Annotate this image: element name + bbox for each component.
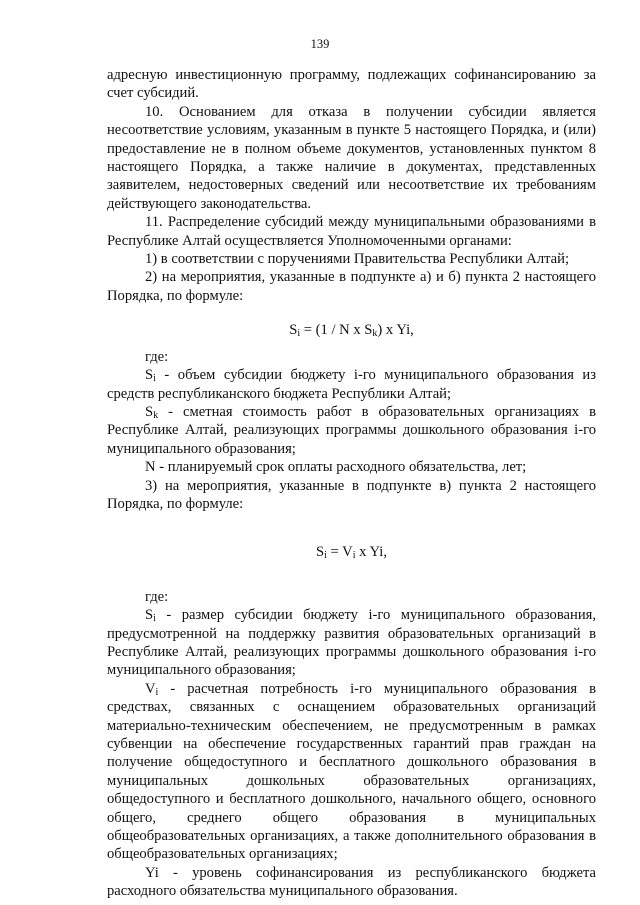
page-number: 139 bbox=[310, 37, 330, 51]
formula-1-middle: = (1 / N x S bbox=[300, 322, 373, 339]
where-label-2: где: bbox=[145, 588, 169, 605]
formula-1-rhs: ) x Yi, bbox=[377, 322, 414, 339]
definition-si-text: - объем субсидии бюджету i-го муниципального образования из средств республиканского бюджета Республики Алтай; bbox=[107, 367, 596, 402]
definition-si-2-text: - размер субсидии бюджету i-го муниципального образования, предусмотренной на поддержку развития образовательных организаций в Республике Алтай, реализующих программы дошкольного образования i-го муниципального образования; bbox=[107, 607, 596, 679]
formula-1-lhs-subscript: i bbox=[297, 328, 301, 340]
paragraph-11: 11. Распределение субсидий между муниципальными образованиями в Республике Алтай осуществляется Уполномоченными органами: bbox=[107, 214, 596, 249]
formula-2 bbox=[107, 543, 596, 561]
definition-n: N - планируемый срок оплаты расходного обязательства, лет; bbox=[145, 459, 527, 476]
where-label-1: где: bbox=[145, 348, 169, 365]
paragraph-10: 10. Основанием для отказа в получении субсидии является несоответствие условиям, указанным в пункте 5 настоящего Порядка, и (или) предоставление не в полном объеме документов, установленных пунктом 8 настоящего Порядка, а также наличие в документах, представленных заявителем, недостоверных сведений или несоответствие их требованиям действующего законодательства. bbox=[107, 103, 596, 212]
symbol-s: S bbox=[145, 403, 154, 420]
definition-vi bbox=[107, 680, 596, 864]
formula-2-lhs: S bbox=[316, 544, 325, 561]
symbol-subscript-i: i bbox=[153, 373, 156, 385]
formula-1-lhs: S bbox=[289, 322, 298, 339]
definition-yi: Yi - уровень софинансирования из республиканского бюджета расходного обязательства муниципального образования. bbox=[107, 864, 596, 900]
formula-2-lhs-subscript: i bbox=[324, 550, 327, 562]
symbol-v: V bbox=[145, 680, 156, 697]
formula-2-rhs: x Yi, bbox=[355, 544, 387, 561]
definition-si bbox=[107, 366, 596, 403]
symbol-s: S bbox=[145, 607, 154, 624]
symbol-subscript-i: i bbox=[153, 613, 156, 625]
formula-2-middle: = V bbox=[326, 544, 353, 561]
formula-1-middle-subscript: k bbox=[372, 328, 378, 340]
document-body bbox=[107, 66, 596, 901]
list-item-3: 3) на мероприятия, указанные в подпункте в) пункта 2 настоящего Порядка, по формуле: bbox=[107, 477, 596, 512]
definition-vi-text: - расчетная потребность i-го муниципального образования в средствах, связанных с оснащением образовательных организаций материально-техническим обеспечением, не предусмотренным в рамках субвенции на обеспечение государственных гарантий прав граждан на получение общедоступного и бесплатного дошкольного образования в муниципальных дошкольных образовательных организациях, общедоступного и бесплатного дошкольного, начального общего, основного общего, среднего общего образования в муниципальных общеобразовательных организациях, а также дополнительного образования в общеобразовательных организациях; bbox=[107, 680, 596, 863]
symbol-subscript-i: i bbox=[155, 686, 159, 698]
formula-1 bbox=[107, 321, 596, 339]
definition-sk-text: - сметная стоимость работ в образовательных организациях в Республике Алтай, реализующих программы дошкольного образования i-го муниципального образования; bbox=[107, 403, 596, 457]
symbol-s: S bbox=[145, 367, 154, 384]
formula-2-middle-subscript: i bbox=[352, 550, 356, 562]
definition-sk bbox=[107, 403, 596, 458]
definition-si-2 bbox=[107, 606, 596, 680]
paragraph-continuation: адресную инвестиционную программу, подлежащих софинансированию за счет субсидий. bbox=[107, 67, 596, 102]
list-item-2: 2) на мероприятия, указанные в подпункте а) и б) пункта 2 настоящего Порядка, по формуле: bbox=[107, 269, 596, 304]
list-item-1: 1) в соответствии с поручениями Правительства Республики Алтай; bbox=[145, 251, 569, 268]
symbol-subscript-k: k bbox=[153, 409, 159, 421]
